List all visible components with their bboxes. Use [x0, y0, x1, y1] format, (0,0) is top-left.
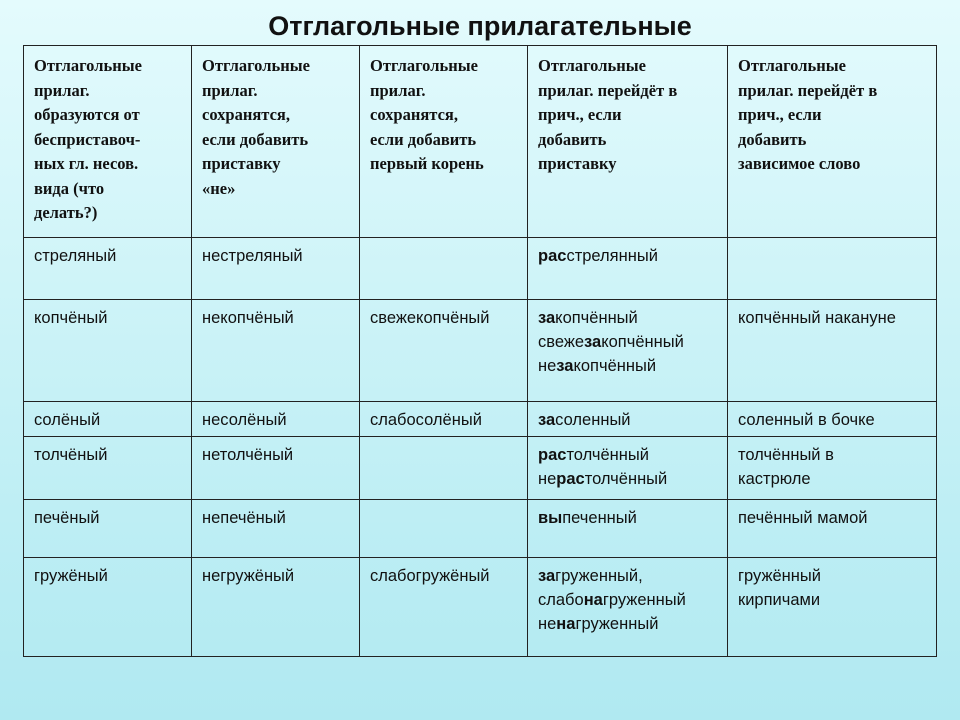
participle-line: [538, 408, 717, 432]
header-line: делать?): [34, 203, 98, 222]
header-cell-first-root: [360, 46, 528, 238]
header-line: приставку: [202, 154, 281, 173]
word-part: не: [538, 615, 557, 633]
cell-with-ne: [192, 558, 360, 657]
cell-with-first-root: [360, 402, 528, 437]
header-line: добавить: [738, 129, 807, 149]
word-part: груженный,: [555, 567, 643, 585]
cell-text: печённый мамой: [738, 509, 868, 527]
word-part: груженный: [602, 591, 686, 609]
cell-text: копчённый накануне: [738, 309, 896, 327]
table-row: [24, 238, 937, 300]
participle-line: [538, 564, 717, 588]
word-part: толчённый: [584, 470, 668, 488]
header-line: зависимое слово: [738, 154, 861, 173]
cell-with-ne: [192, 402, 360, 437]
cell-with-first-root: [360, 500, 528, 558]
cell-text: слабосолёный: [370, 411, 482, 429]
cell-participle-with-dependent: [728, 437, 937, 500]
header-cell-participle-dependent: [728, 46, 937, 238]
cell-text: копчёный: [34, 309, 108, 327]
header-line: Отглагольные: [538, 56, 646, 75]
cell-participle-with-prefix: [528, 300, 728, 402]
header-line: сохранятся,: [202, 105, 290, 124]
participle-line: [538, 588, 717, 612]
page-title: Отглагольные прилагательные: [268, 11, 692, 41]
cell-base-adjective: [24, 300, 192, 402]
header-line: прич., если: [738, 105, 822, 124]
word-part: слабо: [538, 591, 584, 609]
cell-text: нестреляный: [202, 247, 303, 265]
cell-text: некопчёный: [202, 309, 294, 327]
participle-line: [538, 306, 717, 330]
header-cell-prefix-ne: [192, 46, 360, 238]
header-line: приставку: [538, 154, 617, 173]
prefix-highlight: за: [556, 357, 574, 375]
adjectives-table: [23, 45, 937, 657]
header-cell-participle-prefix: [528, 46, 728, 238]
cell-base-adjective: [24, 238, 192, 300]
word-part: толчённый: [566, 446, 649, 464]
header-line: Отглагольные: [370, 56, 478, 75]
header-line: ных гл. несов.: [34, 154, 139, 173]
header-line: сохранятся,: [370, 105, 458, 124]
cell-text: солёный: [34, 411, 101, 429]
header-line: прилаг. перейдёт в: [538, 80, 678, 100]
cell-base-adjective: [24, 500, 192, 558]
cell-text: гружённый: [738, 567, 821, 585]
cell-with-first-root: [360, 437, 528, 500]
word-part: не: [538, 357, 557, 375]
cell-participle-with-dependent: [728, 402, 937, 437]
cell-text: несолёный: [202, 411, 287, 429]
cell-participle-with-prefix: [528, 500, 728, 558]
word-part: не: [538, 470, 557, 488]
prefix-highlight: на: [556, 615, 576, 633]
table-row: [24, 558, 937, 657]
cell-base-adjective: [24, 402, 192, 437]
prefix-highlight: за: [538, 411, 556, 429]
table-row: [24, 500, 937, 558]
cell-base-adjective: [24, 558, 192, 657]
participle-line: [538, 330, 717, 354]
header-line: если добавить: [202, 129, 309, 149]
word-part: соленный: [555, 411, 631, 429]
cell-with-first-root: [360, 558, 528, 657]
participle-line: [538, 443, 717, 467]
table-row: [24, 437, 937, 500]
table-row: [24, 300, 937, 402]
cell-with-ne: [192, 238, 360, 300]
cell-participle-with-dependent: [728, 238, 937, 300]
header-line: первый корень: [370, 154, 484, 173]
cell-with-ne: [192, 437, 360, 500]
word-part: свеже: [538, 333, 585, 351]
prefix-highlight: на: [583, 591, 603, 609]
cell-text: толчённый в: [738, 446, 834, 464]
header-line: если добавить: [370, 129, 477, 149]
header-row: [24, 46, 937, 238]
cell-text: кирпичами: [738, 591, 821, 609]
header-line: прилаг.: [202, 80, 258, 100]
word-part: копчённый: [555, 309, 638, 327]
cell-participle-with-prefix: [528, 437, 728, 500]
word-part: печенный: [562, 509, 637, 527]
header-line: прилаг. перейдёт в: [738, 80, 878, 100]
cell-participle-with-prefix: [528, 558, 728, 657]
word-part: копчённый: [573, 357, 657, 375]
header-line: Отглагольные: [738, 56, 846, 75]
cell-text: нетолчёный: [202, 446, 294, 464]
word-part: груженный: [575, 615, 659, 633]
cell-text: гружёный: [34, 567, 108, 585]
participle-line: [538, 354, 717, 378]
word-part: стрелянный: [566, 247, 658, 265]
cell-with-ne: [192, 300, 360, 402]
prefix-highlight: за: [584, 333, 602, 351]
cell-participle-with-prefix: [528, 402, 728, 437]
header-line: «не»: [202, 178, 236, 198]
cell-participle-with-prefix: [528, 238, 728, 300]
cell-with-first-root: [360, 300, 528, 402]
header-line: образуются от: [34, 105, 140, 124]
header-line: Отглагольные: [202, 56, 310, 75]
participle-line: [538, 467, 717, 491]
cell-participle-with-dependent: [728, 300, 937, 402]
cell-participle-with-dependent: [728, 558, 937, 657]
header-line: бесприставоч-: [34, 129, 141, 149]
cell-text: толчёный: [34, 446, 108, 464]
header-line: прич., если: [538, 105, 622, 124]
header-line: прилаг.: [370, 80, 426, 100]
cell-text: негружёный: [202, 567, 295, 585]
cell-text: печёный: [34, 509, 100, 527]
header-line: прилаг.: [34, 80, 90, 100]
prefix-highlight: рас: [538, 247, 567, 265]
cell-text: кастрюле: [738, 470, 811, 488]
header-line: Отглагольные: [34, 56, 142, 75]
cell-text: слабогружёный: [370, 567, 490, 585]
table-row: [24, 402, 937, 437]
prefix-highlight: за: [538, 309, 556, 327]
prefix-highlight: рас: [556, 470, 585, 488]
cell-with-ne: [192, 500, 360, 558]
prefix-highlight: вы: [538, 509, 563, 527]
cell-base-adjective: [24, 437, 192, 500]
header-line: добавить: [538, 129, 607, 149]
participle-line: [538, 612, 717, 636]
header-line: вида (что: [34, 178, 105, 198]
cell-text: свежекопчёный: [370, 309, 490, 327]
cell-text: непечёный: [202, 509, 286, 527]
prefix-highlight: за: [538, 567, 556, 585]
cell-text: стреляный: [34, 247, 117, 265]
cell-with-first-root: [360, 238, 528, 300]
participle-line: [538, 506, 717, 530]
prefix-highlight: рас: [538, 446, 567, 464]
cell-participle-with-dependent: [728, 500, 937, 558]
participle-line: [538, 244, 717, 268]
cell-text: соленный в бочке: [738, 411, 875, 429]
word-part: копчённый: [601, 333, 684, 351]
header-cell-verbal-adjectives: [24, 46, 192, 238]
